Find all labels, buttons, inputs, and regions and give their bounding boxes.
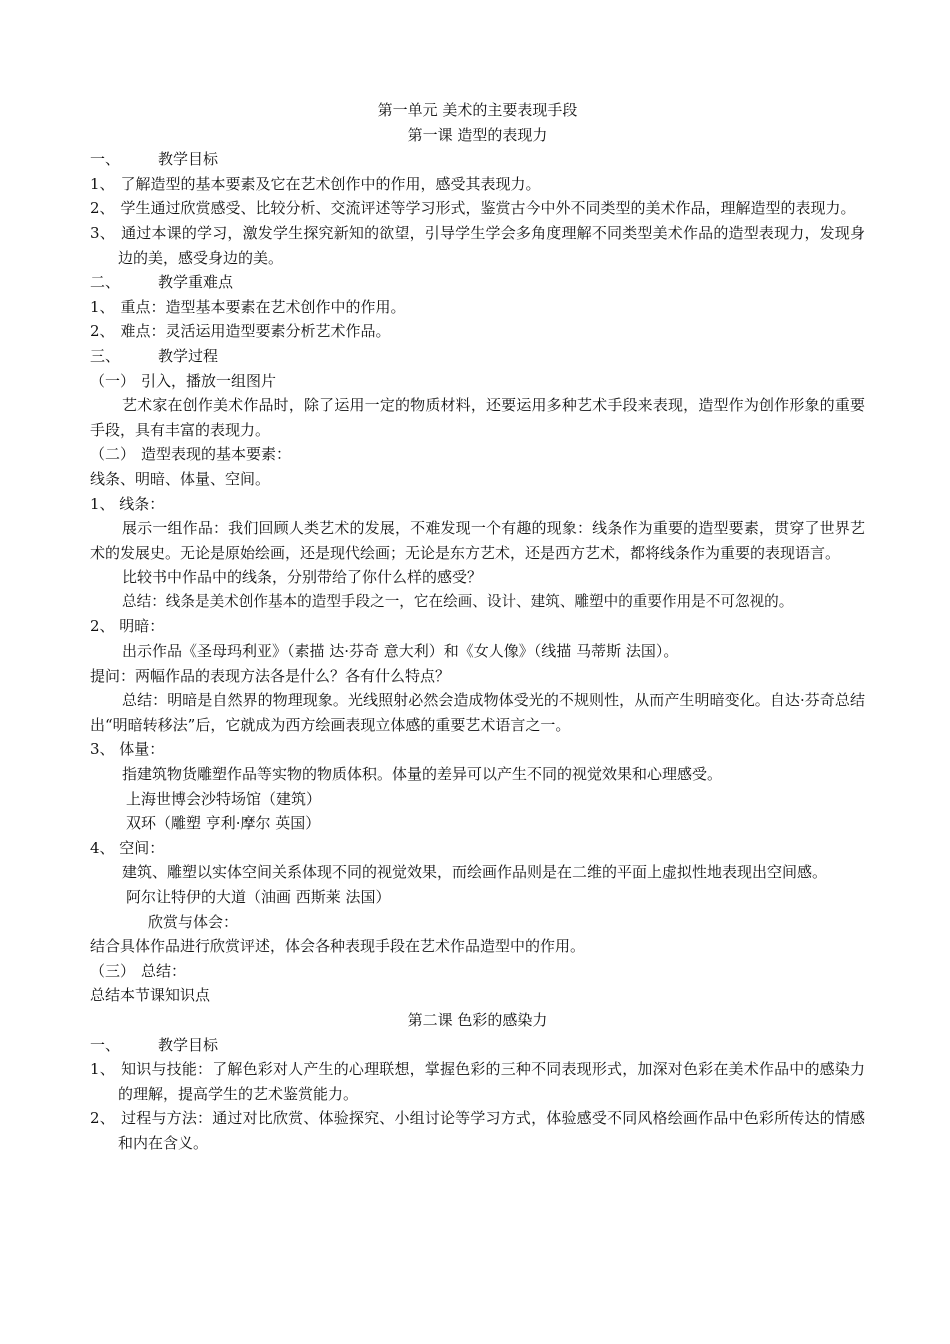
list-text: 难点：灵活运用造型要素分析艺术作品。 [120,322,391,341]
light-paragraph-2: 总结：明暗是自然界的物理现象。光线照射必然会造成物体受光的不规则性，从而产生明暗变化。自达·芬奇总结出“明暗转移法”后，它就成为西方绘画表现立体感的重要艺术语言之一。 [90,691,865,734]
lesson2-section-objectives [90,1033,865,1058]
keypoint-item-1 [90,295,865,320]
step-label: （三） [90,961,136,980]
list-number: 1、 [90,1060,115,1079]
volume-heading: 3、 体量： [90,740,165,759]
section-heading: 教学重难点 [158,273,234,292]
list-number: 2、 [90,199,115,218]
volume-example-2: 双环（雕塑 亨利·摩尔 英国） [126,814,321,833]
lesson1-section-keypoints [90,270,865,295]
step1-heading [90,369,865,394]
step-text: 总结： [141,961,187,980]
space-example: 阿尔让特伊的大道（油画 西斯莱 法国） [126,888,391,906]
objective-item-3 [90,221,865,270]
section-heading: 教学过程 [158,346,219,365]
line-heading: 1、 线条： [90,494,165,513]
list-text: 通过本课的学习，激发学生探究新知的欲望，引导学生学会多角度理解不同类型美术作品的造型表现力，发现身边的美，感受身边的美。 [118,223,865,267]
step3-heading [90,959,865,984]
objective-item-1 [90,172,865,197]
lesson1-section-objectives [90,147,865,172]
list-number: 2、 [90,1109,115,1128]
list-number: 1、 [90,297,115,316]
document-page [90,98,865,1156]
keypoint-item-2 [90,319,865,344]
appreciate-heading: 欣赏与体会： [148,912,239,931]
step-label: （一） [90,371,136,390]
lesson2-objective-item-2 [90,1106,865,1155]
space-paragraph: 建筑、雕塑以实体空间关系体现不同的视觉效果，而绘画作品则是在二维的平面上虚拟性地表现出空间感。 [122,863,828,882]
step-text: 引入，播放一组图片 [141,371,277,390]
list-text: 学生通过欣赏感受、比较分析、交流评述等学习形式，鉴赏古今中外不同类型的美术作品，理解造型的表现力。 [120,199,856,218]
list-number: 1、 [90,174,115,193]
volume-example-1: 上海世博会沙特场馆（建筑） [126,789,322,808]
list-text: 了解造型的基本要素及它在艺术创作中的作用，感受其表现力。 [120,174,541,193]
section-number: 三、 [90,346,121,365]
step2-heading [90,442,865,467]
section-number: 一、 [90,150,121,169]
section-number: 二、 [90,273,121,292]
line-paragraph-3: 总结：线条是美术创作基本的造型手段之一，它在绘画、设计、建筑、雕塑中的重要作用是不可忽视的。 [122,592,794,610]
lesson1-section-process [90,344,865,369]
section-number: 一、 [90,1035,121,1054]
lesson2-objective-item-1 [90,1057,865,1106]
unit-title: 第一单元 美术的主要表现手段 [377,101,578,119]
step1-paragraph: 艺术家在创作美术作品时，除了运用一定的物质材料，还要运用多种艺术手段来表现，造型作为创作形象的重要手段，具有丰富的表现力。 [90,396,865,439]
line-paragraph-1: 展示一组作品：我们回顾人类艺术的发展，不难发现一个有趣的现象：线条作为重要的造型要素，贯穿了世界艺术的发展史。无论是原始绘画，还是现代绘画；无论是东方艺术，还是西方艺术，都将线条作为重要的表现语言。 [90,519,865,562]
step-label: （二） [90,445,136,464]
section-heading: 教学目标 [158,150,219,169]
list-number: 3、 [90,223,115,242]
volume-paragraph: 指建筑物货雕塑作品等实物的物质体积。体量的差异可以产生不同的视觉效果和心理感受。 [122,765,723,784]
light-question: 提问：两幅作品的表现方法各是什么？各有什么特点？ [90,666,451,685]
elements-line: 线条、明暗、体量、空间。 [90,469,271,488]
list-text: 重点：造型基本要素在艺术创作中的作用。 [120,297,406,316]
objective-item-2 [90,196,865,221]
lesson2-title: 第二课 色彩的感染力 [407,1010,548,1029]
lesson1-title: 第一课 造型的表现力 [407,125,548,144]
list-text: 知识与技能：了解色彩对人产生的心理联想，掌握色彩的三种不同表现形式，加深对色彩在美术作品中的感染力的理解，提高学生的艺术鉴赏能力。 [118,1060,865,1103]
list-number: 2、 [90,322,115,341]
list-text: 过程与方法：通过对比欣赏、体验探究、小组讨论等学习方式，体验感受不同风格绘画作品中色彩所传达的情感和内在含义。 [118,1109,865,1152]
appreciate-paragraph: 结合具体作品进行欣赏评述，体会各种表现手段在艺术作品造型中的作用。 [90,937,586,956]
light-paragraph-1: 出示作品《圣母玛利亚》（素描 达·芬奇 意大利）和《女人像》（线描 马蒂斯 法国）。 [122,642,679,661]
summary-line: 总结本节课知识点 [90,986,211,1005]
section-heading: 教学目标 [158,1035,219,1054]
line-paragraph-2: 比较书中作品中的线条，分别带给了你什么样的感受？ [122,568,483,587]
space-heading: 4、 空间： [90,838,165,857]
light-heading: 2、 明暗： [90,617,165,636]
step-text: 造型表现的基本要素： [141,445,292,464]
